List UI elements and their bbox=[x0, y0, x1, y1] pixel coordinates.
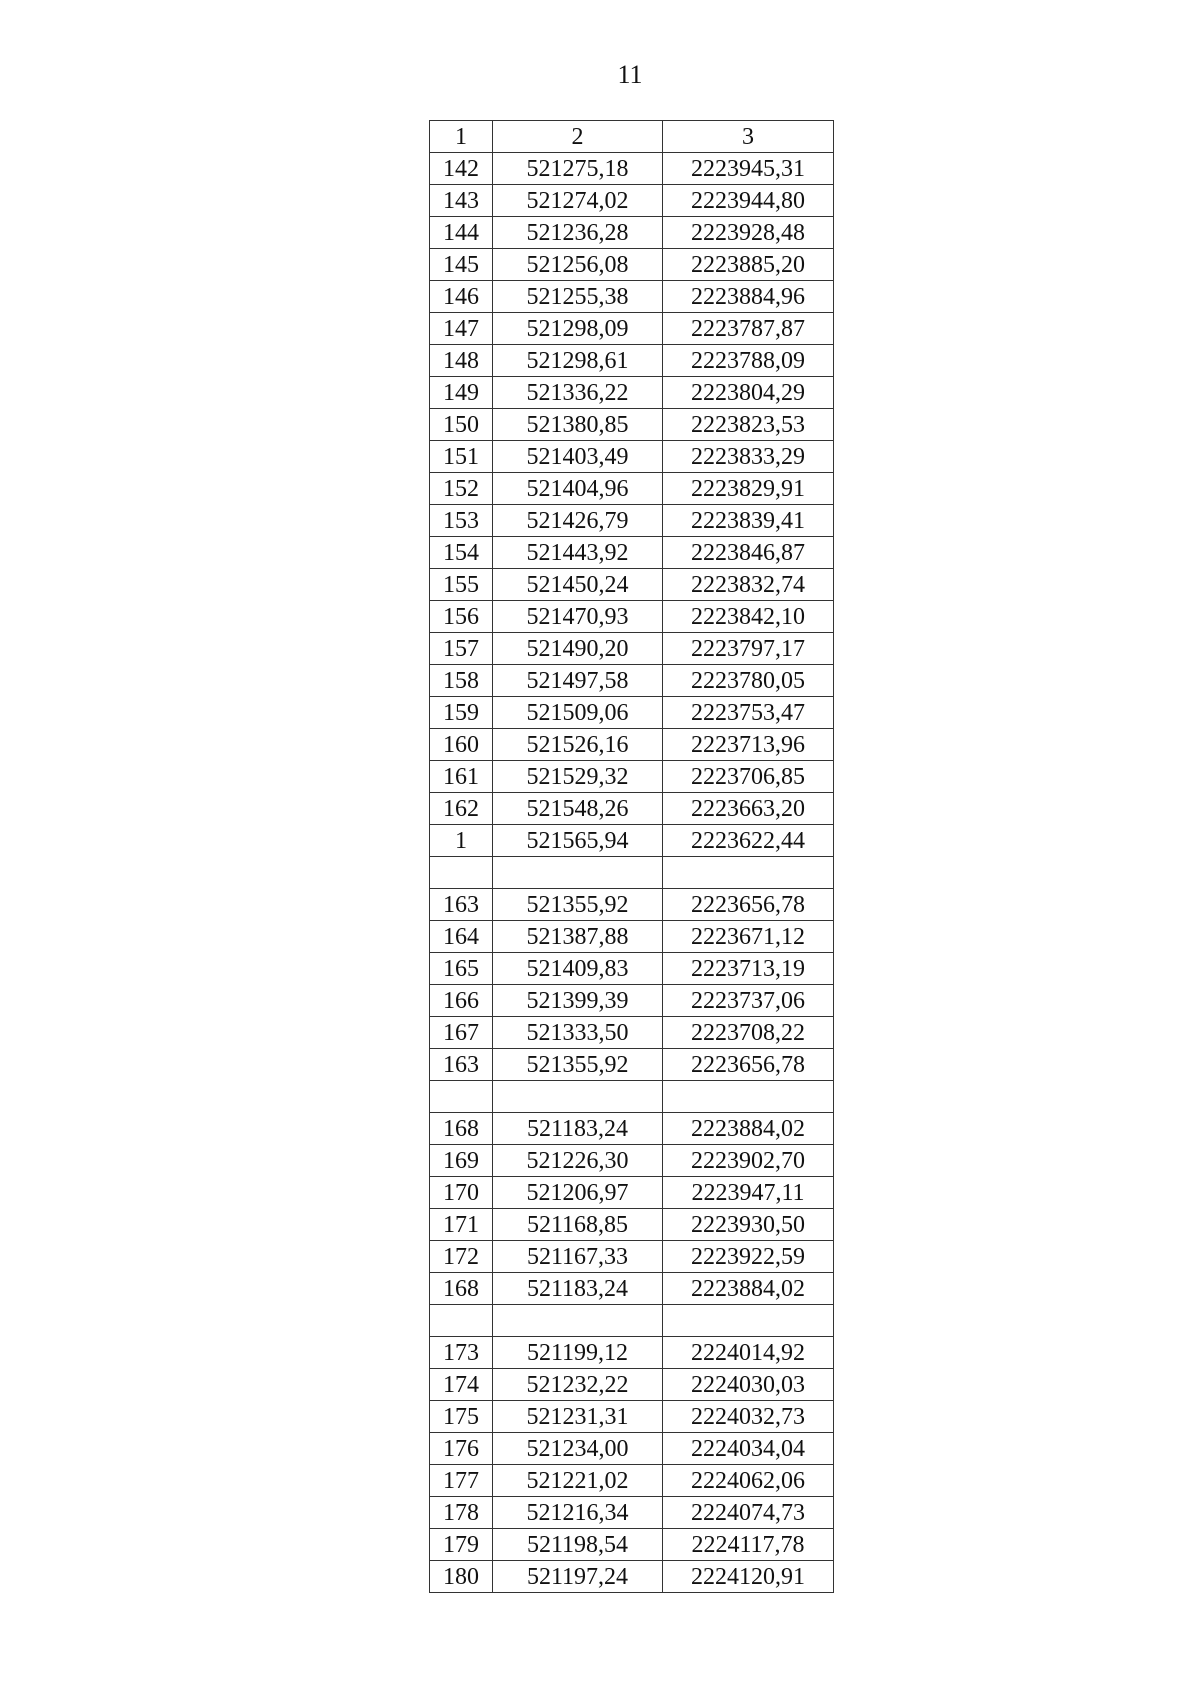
x-coordinate-cell: 521198,54 bbox=[493, 1529, 663, 1561]
table-row bbox=[430, 409, 834, 441]
point-number-cell: 150 bbox=[430, 409, 493, 441]
x-coordinate-cell: 521255,38 bbox=[493, 281, 663, 313]
y-coordinate-cell: 2223922,59 bbox=[663, 1241, 834, 1273]
point-number-cell: 148 bbox=[430, 345, 493, 377]
table-row bbox=[430, 1369, 834, 1401]
point-number-cell: 162 bbox=[430, 793, 493, 825]
point-number-cell: 170 bbox=[430, 1177, 493, 1209]
x-coordinate-cell: 521236,28 bbox=[493, 217, 663, 249]
x-coordinate-cell: 521234,00 bbox=[493, 1433, 663, 1465]
x-coordinate-cell: 521548,26 bbox=[493, 793, 663, 825]
point-number-cell: 160 bbox=[430, 729, 493, 761]
y-coordinate-cell: 2224120,91 bbox=[663, 1561, 834, 1593]
y-coordinate-cell: 2224117,78 bbox=[663, 1529, 834, 1561]
y-coordinate-cell: 2224030,03 bbox=[663, 1369, 834, 1401]
y-coordinate-cell: 2224014,92 bbox=[663, 1337, 834, 1369]
x-coordinate-cell: 521333,50 bbox=[493, 1017, 663, 1049]
x-coordinate-cell: 521509,06 bbox=[493, 697, 663, 729]
table-row-separator bbox=[430, 857, 834, 889]
x-coordinate-cell: 521565,94 bbox=[493, 825, 663, 857]
x-coordinate-cell: 521221,02 bbox=[493, 1465, 663, 1497]
point-number-cell: 145 bbox=[430, 249, 493, 281]
table-row bbox=[430, 537, 834, 569]
point-number-cell: 169 bbox=[430, 1145, 493, 1177]
point-number-cell: 178 bbox=[430, 1497, 493, 1529]
table-row bbox=[430, 1177, 834, 1209]
table-body bbox=[430, 153, 834, 1593]
table-row bbox=[430, 729, 834, 761]
x-coordinate-cell: 521231,31 bbox=[493, 1401, 663, 1433]
y-coordinate-cell: 2223839,41 bbox=[663, 505, 834, 537]
x-coordinate-cell: 521443,92 bbox=[493, 537, 663, 569]
y-coordinate-cell: 2223928,48 bbox=[663, 217, 834, 249]
x-coordinate-cell: 521404,96 bbox=[493, 473, 663, 505]
point-number-cell bbox=[430, 1081, 493, 1113]
point-number-cell: 173 bbox=[430, 1337, 493, 1369]
y-coordinate-cell: 2223706,85 bbox=[663, 761, 834, 793]
y-coordinate-cell: 2223713,19 bbox=[663, 953, 834, 985]
x-coordinate-cell: 521380,85 bbox=[493, 409, 663, 441]
point-number-cell: 146 bbox=[430, 281, 493, 313]
x-coordinate-cell: 521450,24 bbox=[493, 569, 663, 601]
point-number-cell: 161 bbox=[430, 761, 493, 793]
x-coordinate-cell: 521197,24 bbox=[493, 1561, 663, 1593]
x-coordinate-cell: 521226,30 bbox=[493, 1145, 663, 1177]
table-row bbox=[430, 633, 834, 665]
x-coordinate-cell: 521232,22 bbox=[493, 1369, 663, 1401]
x-coordinate-cell bbox=[493, 1305, 663, 1337]
point-number-cell: 165 bbox=[430, 953, 493, 985]
y-coordinate-cell: 2223823,53 bbox=[663, 409, 834, 441]
table-row bbox=[430, 1561, 834, 1593]
y-coordinate-cell: 2223842,10 bbox=[663, 601, 834, 633]
x-coordinate-cell bbox=[493, 857, 663, 889]
y-coordinate-cell: 2223780,05 bbox=[663, 665, 834, 697]
table-row bbox=[430, 217, 834, 249]
point-number-cell: 177 bbox=[430, 1465, 493, 1497]
y-coordinate-cell: 2223829,91 bbox=[663, 473, 834, 505]
table-row bbox=[430, 1529, 834, 1561]
point-number-cell: 175 bbox=[430, 1401, 493, 1433]
table-row bbox=[430, 1273, 834, 1305]
y-coordinate-cell: 2223885,20 bbox=[663, 249, 834, 281]
table-row bbox=[430, 569, 834, 601]
point-number-cell: 154 bbox=[430, 537, 493, 569]
x-coordinate-cell: 521355,92 bbox=[493, 1049, 663, 1081]
x-coordinate-cell: 521399,39 bbox=[493, 985, 663, 1017]
table-row bbox=[430, 505, 834, 537]
table-row bbox=[430, 377, 834, 409]
y-coordinate-cell: 2223884,02 bbox=[663, 1273, 834, 1305]
table-row bbox=[430, 1209, 834, 1241]
y-coordinate-cell: 2223656,78 bbox=[663, 1049, 834, 1081]
y-coordinate-cell: 2224062,06 bbox=[663, 1465, 834, 1497]
table-row-separator bbox=[430, 1081, 834, 1113]
point-number-cell: 167 bbox=[430, 1017, 493, 1049]
table-row bbox=[430, 761, 834, 793]
point-number-cell: 157 bbox=[430, 633, 493, 665]
x-coordinate-cell: 521529,32 bbox=[493, 761, 663, 793]
table-row bbox=[430, 665, 834, 697]
table-row bbox=[430, 793, 834, 825]
table-row bbox=[430, 825, 834, 857]
table-row bbox=[430, 1401, 834, 1433]
table-row bbox=[430, 1337, 834, 1369]
point-number-cell: 168 bbox=[430, 1273, 493, 1305]
point-number-cell: 179 bbox=[430, 1529, 493, 1561]
x-coordinate-cell: 521298,09 bbox=[493, 313, 663, 345]
point-number-cell: 158 bbox=[430, 665, 493, 697]
x-coordinate-cell: 521274,02 bbox=[493, 185, 663, 217]
x-coordinate-cell: 521183,24 bbox=[493, 1113, 663, 1145]
y-coordinate-cell: 2223945,31 bbox=[663, 153, 834, 185]
point-number-cell: 168 bbox=[430, 1113, 493, 1145]
point-number-cell: 147 bbox=[430, 313, 493, 345]
table-row bbox=[430, 473, 834, 505]
table-row bbox=[430, 345, 834, 377]
page-number: 11 bbox=[617, 60, 643, 89]
x-coordinate-cell: 521403,49 bbox=[493, 441, 663, 473]
y-coordinate-cell bbox=[663, 1305, 834, 1337]
x-coordinate-cell: 521409,83 bbox=[493, 953, 663, 985]
y-coordinate-cell: 2224074,73 bbox=[663, 1497, 834, 1529]
point-number-cell: 149 bbox=[430, 377, 493, 409]
point-number-cell: 151 bbox=[430, 441, 493, 473]
y-coordinate-cell: 2223884,96 bbox=[663, 281, 834, 313]
y-coordinate-cell: 2223788,09 bbox=[663, 345, 834, 377]
y-coordinate-cell: 2223708,22 bbox=[663, 1017, 834, 1049]
y-coordinate-cell: 2223622,44 bbox=[663, 825, 834, 857]
x-coordinate-cell: 521336,22 bbox=[493, 377, 663, 409]
x-coordinate-cell: 521168,85 bbox=[493, 1209, 663, 1241]
table-row bbox=[430, 1241, 834, 1273]
point-number-cell: 163 bbox=[430, 889, 493, 921]
point-number-cell: 164 bbox=[430, 921, 493, 953]
x-coordinate-cell: 521256,08 bbox=[493, 249, 663, 281]
table-row bbox=[430, 1465, 834, 1497]
y-coordinate-cell: 2224034,04 bbox=[663, 1433, 834, 1465]
x-coordinate-cell: 521199,12 bbox=[493, 1337, 663, 1369]
column-header-number: 1 bbox=[430, 121, 493, 153]
point-number-cell: 159 bbox=[430, 697, 493, 729]
y-coordinate-cell: 2223797,17 bbox=[663, 633, 834, 665]
table-row bbox=[430, 441, 834, 473]
point-number-cell: 1 bbox=[430, 825, 493, 857]
x-coordinate-cell: 521206,97 bbox=[493, 1177, 663, 1209]
point-number-cell: 152 bbox=[430, 473, 493, 505]
x-coordinate-cell: 521497,58 bbox=[493, 665, 663, 697]
table-row bbox=[430, 153, 834, 185]
table-row bbox=[430, 1433, 834, 1465]
table-row-separator bbox=[430, 1305, 834, 1337]
y-coordinate-cell: 2223902,70 bbox=[663, 1145, 834, 1177]
x-coordinate-cell: 521216,34 bbox=[493, 1497, 663, 1529]
y-coordinate-cell bbox=[663, 857, 834, 889]
point-number-cell: 143 bbox=[430, 185, 493, 217]
table-row bbox=[430, 185, 834, 217]
y-coordinate-cell: 2223930,50 bbox=[663, 1209, 834, 1241]
y-coordinate-cell bbox=[663, 1081, 834, 1113]
y-coordinate-cell: 2223832,74 bbox=[663, 569, 834, 601]
x-coordinate-cell: 521426,79 bbox=[493, 505, 663, 537]
x-coordinate-cell: 521355,92 bbox=[493, 889, 663, 921]
table-header-row bbox=[430, 121, 834, 153]
y-coordinate-cell: 2223713,96 bbox=[663, 729, 834, 761]
x-coordinate-cell: 521183,24 bbox=[493, 1273, 663, 1305]
x-coordinate-cell bbox=[493, 1081, 663, 1113]
point-number-cell: 176 bbox=[430, 1433, 493, 1465]
column-header-x: 2 bbox=[493, 121, 663, 153]
table-row bbox=[430, 985, 834, 1017]
x-coordinate-cell: 521298,61 bbox=[493, 345, 663, 377]
table-row bbox=[430, 281, 834, 313]
point-number-cell: 155 bbox=[430, 569, 493, 601]
x-coordinate-cell: 521490,20 bbox=[493, 633, 663, 665]
y-coordinate-cell: 2223737,06 bbox=[663, 985, 834, 1017]
table-row bbox=[430, 1497, 834, 1529]
table-row bbox=[430, 1113, 834, 1145]
x-coordinate-cell: 521387,88 bbox=[493, 921, 663, 953]
point-number-cell: 180 bbox=[430, 1561, 493, 1593]
point-number-cell: 166 bbox=[430, 985, 493, 1017]
point-number-cell: 142 bbox=[430, 153, 493, 185]
table-row bbox=[430, 249, 834, 281]
x-coordinate-cell: 521470,93 bbox=[493, 601, 663, 633]
y-coordinate-cell: 2224032,73 bbox=[663, 1401, 834, 1433]
y-coordinate-cell: 2223753,47 bbox=[663, 697, 834, 729]
x-coordinate-cell: 521526,16 bbox=[493, 729, 663, 761]
point-number-cell: 156 bbox=[430, 601, 493, 633]
point-number-cell bbox=[430, 1305, 493, 1337]
y-coordinate-cell: 2223944,80 bbox=[663, 185, 834, 217]
table-row bbox=[430, 1049, 834, 1081]
point-number-cell: 153 bbox=[430, 505, 493, 537]
y-coordinate-cell: 2223656,78 bbox=[663, 889, 834, 921]
point-number-cell: 163 bbox=[430, 1049, 493, 1081]
point-number-cell: 174 bbox=[430, 1369, 493, 1401]
x-coordinate-cell: 521167,33 bbox=[493, 1241, 663, 1273]
y-coordinate-cell: 2223833,29 bbox=[663, 441, 834, 473]
point-number-cell bbox=[430, 857, 493, 889]
table-row bbox=[430, 313, 834, 345]
table-row bbox=[430, 601, 834, 633]
y-coordinate-cell: 2223804,29 bbox=[663, 377, 834, 409]
column-header-y: 3 bbox=[663, 121, 834, 153]
point-number-cell: 144 bbox=[430, 217, 493, 249]
coordinates-table bbox=[429, 120, 834, 1593]
table-row bbox=[430, 1017, 834, 1049]
y-coordinate-cell: 2223884,02 bbox=[663, 1113, 834, 1145]
point-number-cell: 172 bbox=[430, 1241, 493, 1273]
point-number-cell: 171 bbox=[430, 1209, 493, 1241]
y-coordinate-cell: 2223671,12 bbox=[663, 921, 834, 953]
table-row bbox=[430, 1145, 834, 1177]
table-row bbox=[430, 697, 834, 729]
y-coordinate-cell: 2223787,87 bbox=[663, 313, 834, 345]
table-row bbox=[430, 953, 834, 985]
table-row bbox=[430, 921, 834, 953]
y-coordinate-cell: 2223663,20 bbox=[663, 793, 834, 825]
table-row bbox=[430, 889, 834, 921]
y-coordinate-cell: 2223947,11 bbox=[663, 1177, 834, 1209]
y-coordinate-cell: 2223846,87 bbox=[663, 537, 834, 569]
x-coordinate-cell: 521275,18 bbox=[493, 153, 663, 185]
